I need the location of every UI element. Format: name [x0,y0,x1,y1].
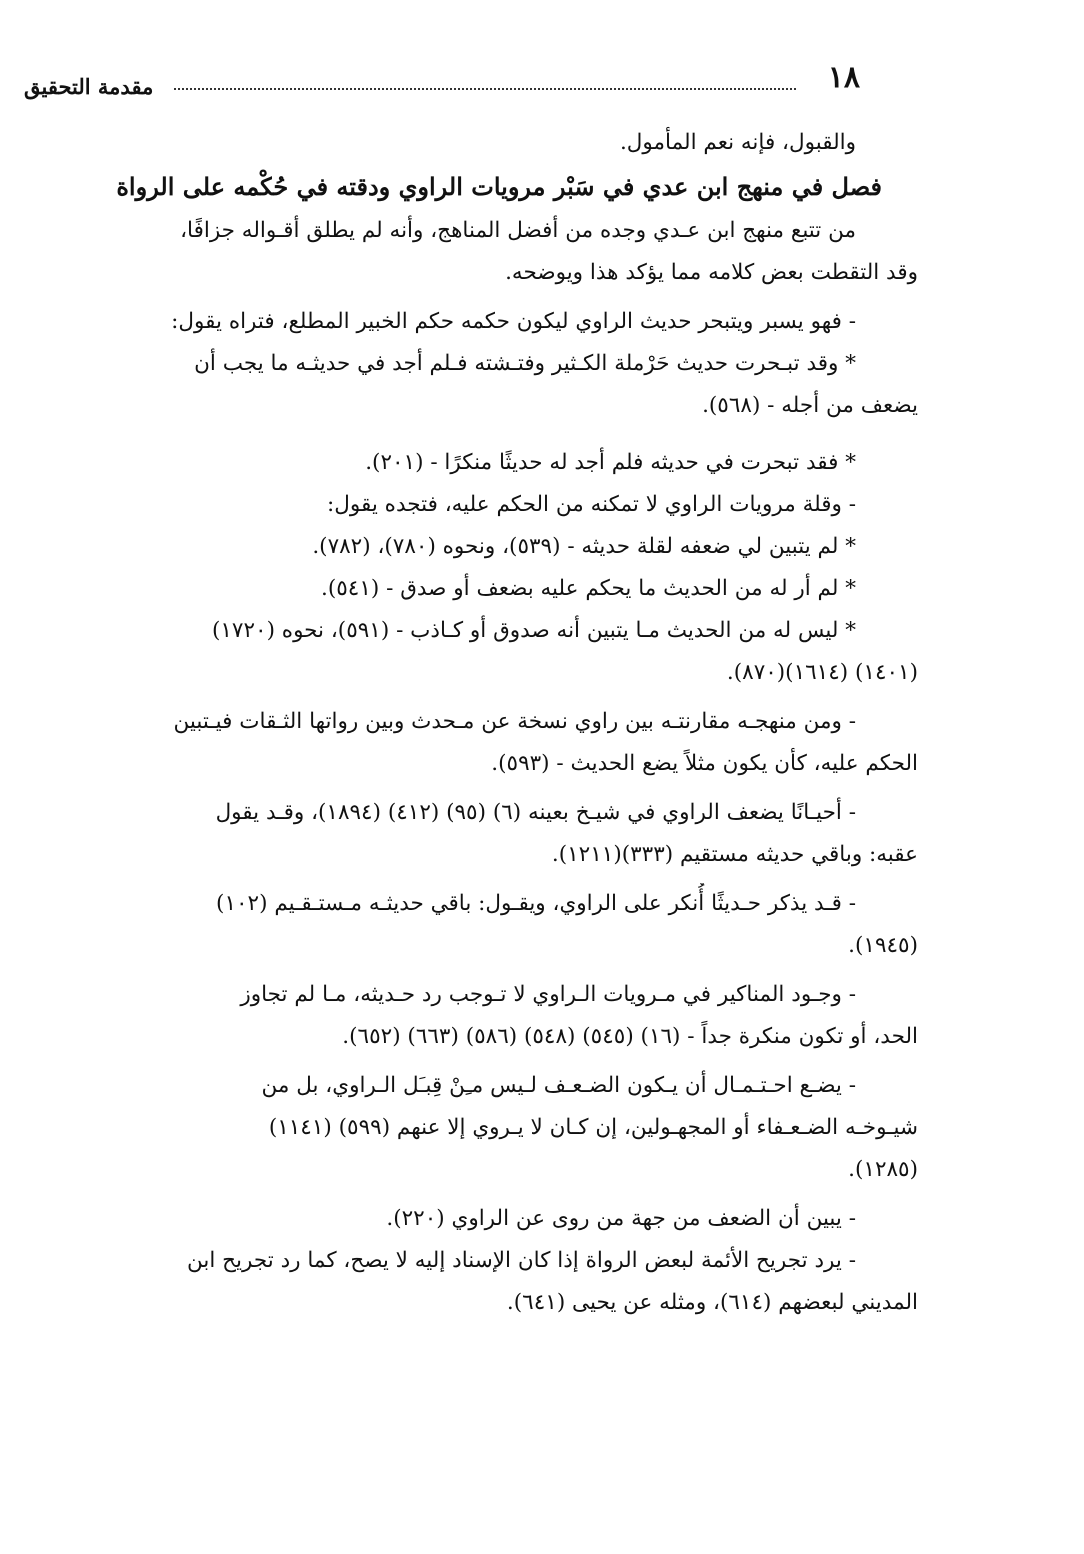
text-line: (١٤٠١) (١٦١٤)(٨٧٠). [726,660,918,685]
paragraph [22,792,918,876]
text-line: (١٩٤٥). [848,933,918,958]
text-line: * لم أر له من الحديث ما يحكم عليه بضعف أو صدق - (٥٤١). [320,576,856,601]
text-line: * ليس له من الحديث مـا يتبين أنه صدوق أو كـاذب - (٥٩١)، نحوه (١٧٢٠) [211,618,856,643]
text-line: (١٢٨٥). [848,1157,918,1182]
text-line: وقد التقطت بعض كلامه مما يؤكد هذا ويوضحه. [505,260,918,285]
page-number: ١٨ [827,60,860,95]
text-line: من تتبع منهج ابن عـدي وجده من أفضل المناهج، وأنه لم يطلق أقـواله جزافًا، [180,218,856,243]
text-line: المديني لبعضهم (٦١٤)، ومثله عن يحيى (٦٤١). [506,1290,918,1315]
text-line: - ومن منهجـه مقارنتـه بين راوي نسخة عن مـحدث وبين رواتها الثـقات فيـتبين [173,709,856,734]
text-line: * لم يتبين لي ضعفه لقلة حديثه - (٥٣٩)، ونحوه (٧٨٠)، (٧٨٢). [312,534,856,559]
text-line: يضعف من أجله - (٥٦٨). [702,393,918,418]
text-line: الحد، أو تكون منكرة جداً - (١٦) (٥٤٥) (٥٤٨) (٥٨٦) (٦٦٣) (٦٥٢). [342,1024,918,1049]
paragraph [22,1065,918,1191]
running-title: مقدمة التحقيق [24,74,154,99]
text-line: - أحيـانًا يضعف الراوي في شيـخ بعينه (٦) (٩٥) (٤١٢) (١٨٩٤)، وقـد يقول [215,800,856,825]
page-header [24,60,860,104]
text-line: والقبول، فإنه نعم المأمول. [619,130,856,155]
text-line: عقبه: وباقي حديثه مستقيم (٣٣٣)(١٢١١). [551,842,918,867]
text-line: - قـد يذكر حـديثًا أُنكر على الراوي، ويقـول: باقي حديثـه مـستـقـيم (١٠٢) [216,891,856,916]
text-line: * وقد تبـحرت حديث حَرْملة الكـثير وفتـشته فـلم أجد في حديثـه ما يجب أن [194,351,856,376]
paragraph [22,610,918,694]
paragraph [22,701,918,785]
paragraph [22,883,918,967]
text-line: - يرد تجريح الأئمة لبعض الرواة إذا كان الإسناد إليه لا يصح، كما رد تجريح ابن [186,1248,856,1273]
text-line: - فهو يسبر ويتبحر حديث الراوي ليكون حكمه حكم الخبير المطلع، فتراه يقول: [171,309,856,334]
paragraph [22,301,918,427]
text-line: - يبين أن الضعف من جهة من روى عن الراوي (٢٢٠). [386,1206,856,1231]
text-line: * فقد تبحرت في حديثه فلم أجد له حديثًا منكرًا - (٢٠١). [365,450,856,475]
section-heading: فصل في منهج ابن عدي في سَبْر مرويات الراوي ودقته في حُكْمه على الرواة [116,172,882,201]
page-body [22,122,918,1331]
paragraph [22,1240,918,1324]
text-line: شيـوخـه الضـعـفاء أو المجهـولين، إن كـان لا يـروي إلا عنهم (٥٩٩) (١١٤١) [268,1115,918,1140]
paragraph [22,974,918,1058]
text-line: الحكم عليه، كأن يكون مثلاً يضع الحديث - (٥٩٣). [491,751,918,776]
paragraph [22,210,918,294]
text-line: - يضـع احـتـمـال أن يـكون الضـعـف لـيس مـِنْ قِبـَل الـراوي، بل من [261,1073,856,1098]
text-line: - وقلة مرويات الراوي لا تمكنه من الحكم عليه، فتجده يقول: [327,492,856,517]
text-line: - وجـود المناكير في مـرويات الـراوي لا تـوجب رد حـديثه، مـا لم تجاوز [240,982,856,1007]
header-dotted-rule [174,88,796,90]
